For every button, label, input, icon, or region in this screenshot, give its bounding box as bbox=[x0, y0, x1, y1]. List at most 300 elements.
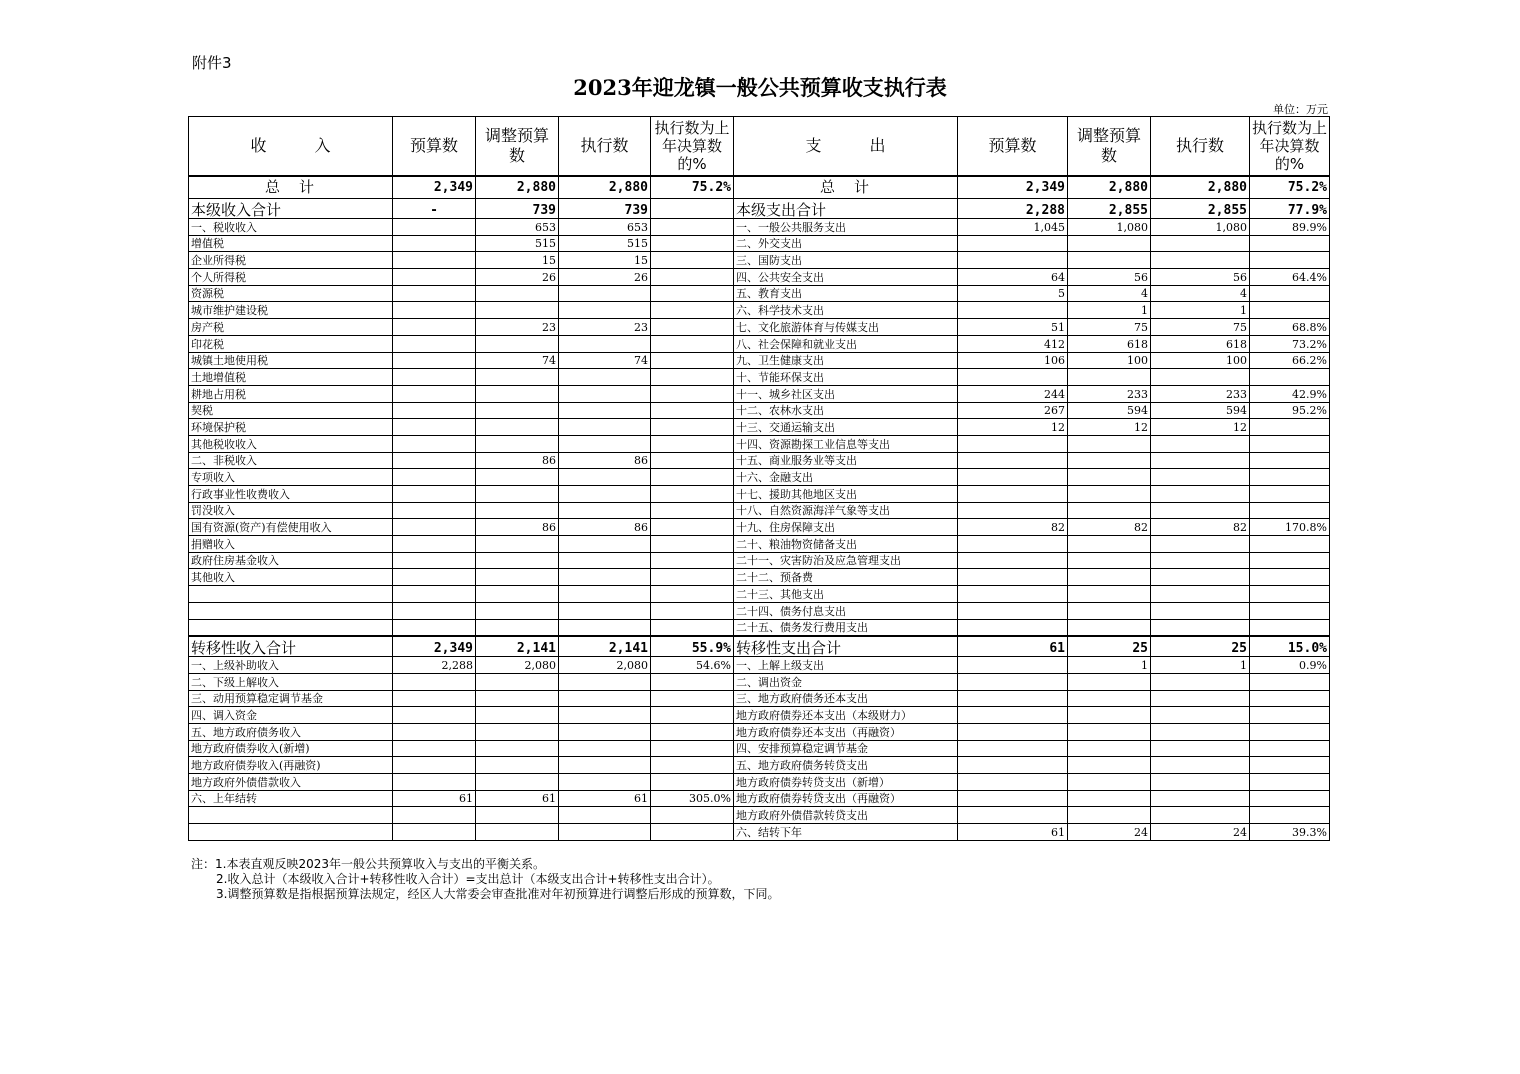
cell: 75 bbox=[1151, 319, 1250, 336]
header-budget: 预算数 bbox=[393, 117, 476, 177]
cell: 2,080 bbox=[476, 657, 559, 674]
cell: 0.9% bbox=[1250, 657, 1330, 674]
cell bbox=[651, 602, 734, 619]
cell bbox=[1068, 435, 1151, 452]
expense-item-label: 六、结转下年 bbox=[734, 824, 958, 841]
cell: 100 bbox=[1151, 352, 1250, 369]
cell: 64.4% bbox=[1250, 269, 1330, 286]
table-row bbox=[189, 619, 1330, 636]
expense-item-label: 十六、金融支出 bbox=[734, 469, 958, 486]
cell bbox=[958, 486, 1068, 503]
income-item-label: 专项收入 bbox=[189, 469, 393, 486]
cell bbox=[651, 419, 734, 436]
cell bbox=[1250, 369, 1330, 386]
cell: 4 bbox=[1151, 285, 1250, 302]
table-row bbox=[189, 757, 1330, 774]
expense-item-label: 地方政府债券还本支出（再融资） bbox=[734, 723, 958, 740]
cell bbox=[559, 740, 651, 757]
cell bbox=[476, 285, 559, 302]
cell bbox=[651, 469, 734, 486]
cell bbox=[476, 807, 559, 824]
cell bbox=[393, 619, 476, 636]
cell: 2,080 bbox=[559, 657, 651, 674]
cell bbox=[958, 369, 1068, 386]
cell bbox=[651, 452, 734, 469]
expense-item-label: 二、调出资金 bbox=[734, 673, 958, 690]
income-item-label: 城市维护建设税 bbox=[189, 302, 393, 319]
income-item-label: 企业所得税 bbox=[189, 252, 393, 269]
cell bbox=[476, 707, 559, 724]
table-row bbox=[189, 723, 1330, 740]
cell bbox=[651, 302, 734, 319]
cell: 75.2% bbox=[1250, 176, 1330, 199]
cell: 2,141 bbox=[559, 636, 651, 657]
cell bbox=[476, 402, 559, 419]
expense-item-label: 地方政府外债借款转贷支出 bbox=[734, 807, 958, 824]
cell bbox=[651, 774, 734, 791]
cell bbox=[651, 269, 734, 286]
local-sum-row bbox=[189, 199, 1330, 219]
cell: - bbox=[393, 199, 476, 219]
cell bbox=[476, 602, 559, 619]
cell bbox=[476, 774, 559, 791]
cell bbox=[1250, 302, 1330, 319]
cell: 61 bbox=[958, 636, 1068, 657]
cell bbox=[393, 757, 476, 774]
cell: 2,349 bbox=[958, 176, 1068, 199]
expense-item-label: 二、外交支出 bbox=[734, 235, 958, 252]
cell bbox=[559, 502, 651, 519]
cell: 54.6% bbox=[651, 657, 734, 674]
cell bbox=[1250, 486, 1330, 503]
cell bbox=[958, 469, 1068, 486]
cell bbox=[393, 219, 476, 236]
header-pct: 执行数为上年决算数的% bbox=[1250, 117, 1330, 177]
table-row bbox=[189, 519, 1330, 536]
cell: 55.9% bbox=[651, 636, 734, 657]
income-item-label bbox=[189, 807, 393, 824]
cell bbox=[393, 319, 476, 336]
table-row bbox=[189, 586, 1330, 603]
cell bbox=[559, 569, 651, 586]
expense-item-label: 六、科学技术支出 bbox=[734, 302, 958, 319]
cell: 61 bbox=[476, 790, 559, 807]
cell bbox=[651, 335, 734, 352]
cell bbox=[559, 435, 651, 452]
table-row bbox=[189, 690, 1330, 707]
cell bbox=[651, 519, 734, 536]
expense-item-label: 七、文化旅游体育与传媒支出 bbox=[734, 319, 958, 336]
cell bbox=[476, 619, 559, 636]
expense-item-label: 十三、交通运输支出 bbox=[734, 419, 958, 436]
cell bbox=[1151, 807, 1250, 824]
cell bbox=[651, 757, 734, 774]
cell bbox=[393, 519, 476, 536]
cell bbox=[1151, 723, 1250, 740]
cell bbox=[958, 235, 1068, 252]
cell: 100 bbox=[1068, 352, 1151, 369]
footnote: 注：1.本表直观反映2023年一般公共预算收入与支出的平衡关系。 bbox=[191, 857, 545, 871]
expense-item-label: 四、公共安全支出 bbox=[734, 269, 958, 286]
cell bbox=[559, 707, 651, 724]
cell: 86 bbox=[559, 519, 651, 536]
cell: 77.9% bbox=[1250, 199, 1330, 219]
transfer-expense-sum-label: 转移性支出合计 bbox=[734, 636, 958, 657]
cell: 66.2% bbox=[1250, 352, 1330, 369]
cell bbox=[393, 252, 476, 269]
expense-item-label: 八、社会保障和就业支出 bbox=[734, 335, 958, 352]
cell bbox=[1068, 369, 1151, 386]
cell: 2,288 bbox=[393, 657, 476, 674]
cell bbox=[393, 774, 476, 791]
expense-item-label: 三、地方政府债务还本支出 bbox=[734, 690, 958, 707]
cell bbox=[393, 673, 476, 690]
cell bbox=[1068, 807, 1151, 824]
cell bbox=[1068, 452, 1151, 469]
cell bbox=[476, 335, 559, 352]
income-item-label: 个人所得税 bbox=[189, 269, 393, 286]
income-item-label bbox=[189, 824, 393, 841]
cell bbox=[393, 469, 476, 486]
cell bbox=[559, 486, 651, 503]
cell bbox=[651, 690, 734, 707]
cell bbox=[1250, 723, 1330, 740]
income-item-label: 其他税收收入 bbox=[189, 435, 393, 452]
cell bbox=[1151, 252, 1250, 269]
cell: 1,080 bbox=[1068, 219, 1151, 236]
table-row bbox=[189, 774, 1330, 791]
cell bbox=[559, 335, 651, 352]
cell bbox=[1250, 419, 1330, 436]
cell bbox=[958, 723, 1068, 740]
income-item-label: 其他收入 bbox=[189, 569, 393, 586]
cell: 26 bbox=[476, 269, 559, 286]
cell bbox=[1151, 757, 1250, 774]
table-row bbox=[189, 790, 1330, 807]
cell: 618 bbox=[1151, 335, 1250, 352]
cell bbox=[476, 385, 559, 402]
table-row bbox=[189, 235, 1330, 252]
cell bbox=[1068, 723, 1151, 740]
cell bbox=[958, 707, 1068, 724]
table-row bbox=[189, 435, 1330, 452]
header-executed: 执行数 bbox=[559, 117, 651, 177]
income-item-label: 地方政府债券收入(新增) bbox=[189, 740, 393, 757]
cell bbox=[651, 740, 734, 757]
income-item-label: 罚没收入 bbox=[189, 502, 393, 519]
cell bbox=[651, 723, 734, 740]
cell bbox=[1068, 790, 1151, 807]
table-row bbox=[189, 419, 1330, 436]
expense-item-label: 五、教育支出 bbox=[734, 285, 958, 302]
cell bbox=[958, 790, 1068, 807]
cell bbox=[559, 402, 651, 419]
cell: 170.8% bbox=[1250, 519, 1330, 536]
cell bbox=[476, 502, 559, 519]
cell bbox=[393, 586, 476, 603]
cell bbox=[1250, 790, 1330, 807]
expense-item-label: 地方政府债券转贷支出（新增） bbox=[734, 774, 958, 791]
table-row bbox=[189, 219, 1330, 236]
table-row bbox=[189, 369, 1330, 386]
cell bbox=[393, 824, 476, 841]
income-item-label: 行政事业性收费收入 bbox=[189, 486, 393, 503]
cell bbox=[1250, 740, 1330, 757]
cell bbox=[559, 673, 651, 690]
expense-item-label: 五、地方政府债务转贷支出 bbox=[734, 757, 958, 774]
cell bbox=[393, 552, 476, 569]
cell bbox=[958, 435, 1068, 452]
cell: 82 bbox=[1068, 519, 1151, 536]
cell bbox=[1068, 536, 1151, 553]
cell: 515 bbox=[476, 235, 559, 252]
expense-item-label: 二十二、预备费 bbox=[734, 569, 958, 586]
cell: 42.9% bbox=[1250, 385, 1330, 402]
table-row bbox=[189, 452, 1330, 469]
cell bbox=[1068, 619, 1151, 636]
cell: 2,141 bbox=[476, 636, 559, 657]
cell bbox=[393, 269, 476, 286]
cell bbox=[1151, 569, 1250, 586]
cell bbox=[476, 586, 559, 603]
table-row bbox=[189, 385, 1330, 402]
cell bbox=[651, 586, 734, 603]
cell: 82 bbox=[1151, 519, 1250, 536]
cell: 1,080 bbox=[1151, 219, 1250, 236]
cell bbox=[476, 419, 559, 436]
expense-item-label: 二十、粮油物资储备支出 bbox=[734, 536, 958, 553]
cell bbox=[1068, 673, 1151, 690]
cell bbox=[393, 302, 476, 319]
cell bbox=[1151, 536, 1250, 553]
cell bbox=[1151, 435, 1250, 452]
cell bbox=[1151, 673, 1250, 690]
cell bbox=[651, 502, 734, 519]
header-income: 收 入 bbox=[189, 117, 393, 177]
table-row bbox=[189, 269, 1330, 286]
cell bbox=[958, 302, 1068, 319]
cell bbox=[559, 602, 651, 619]
header-executed: 执行数 bbox=[1151, 117, 1250, 177]
page-title: 2023年迎龙镇一般公共预算收支执行表 bbox=[573, 75, 947, 100]
cell: 73.2% bbox=[1250, 335, 1330, 352]
cell: 653 bbox=[559, 219, 651, 236]
cell bbox=[476, 824, 559, 841]
income-item-label bbox=[189, 586, 393, 603]
cell bbox=[559, 690, 651, 707]
cell bbox=[1068, 757, 1151, 774]
income-item-label: 环境保护税 bbox=[189, 419, 393, 436]
expense-item-label: 十八、自然资源海洋气象等支出 bbox=[734, 502, 958, 519]
cell: 68.8% bbox=[1250, 319, 1330, 336]
income-item-label: 五、地方政府债务收入 bbox=[189, 723, 393, 740]
cell bbox=[393, 352, 476, 369]
cell bbox=[393, 285, 476, 302]
cell bbox=[1250, 285, 1330, 302]
cell bbox=[1068, 707, 1151, 724]
cell: 1 bbox=[1151, 302, 1250, 319]
expense-item-label: 三、国防支出 bbox=[734, 252, 958, 269]
cell: 2,349 bbox=[393, 636, 476, 657]
cell bbox=[958, 252, 1068, 269]
table-row bbox=[189, 502, 1330, 519]
cell bbox=[651, 824, 734, 841]
cell bbox=[1068, 469, 1151, 486]
cell: 75.2% bbox=[651, 176, 734, 199]
cell bbox=[651, 352, 734, 369]
expense-item-label: 十、节能环保支出 bbox=[734, 369, 958, 386]
cell: 1,045 bbox=[958, 219, 1068, 236]
income-item-label: 资源税 bbox=[189, 285, 393, 302]
expense-item-label: 二十四、债务付息支出 bbox=[734, 602, 958, 619]
cell bbox=[651, 369, 734, 386]
cell bbox=[958, 757, 1068, 774]
cell: 4 bbox=[1068, 285, 1151, 302]
cell bbox=[476, 302, 559, 319]
cell: 267 bbox=[958, 402, 1068, 419]
cell bbox=[1151, 586, 1250, 603]
cell: 61 bbox=[393, 790, 476, 807]
cell bbox=[476, 469, 559, 486]
cell: 15.0% bbox=[1250, 636, 1330, 657]
cell bbox=[1068, 740, 1151, 757]
cell: 15 bbox=[476, 252, 559, 269]
cell bbox=[393, 435, 476, 452]
cell: 56 bbox=[1151, 269, 1250, 286]
footnote: 3.调整预算数是指根据预算法规定，经区人大常委会审查批准对年初预算进行调整后形成的预算数，下同。 bbox=[216, 887, 780, 901]
cell: 39.3% bbox=[1250, 824, 1330, 841]
cell bbox=[651, 536, 734, 553]
cell bbox=[958, 536, 1068, 553]
cell: 74 bbox=[559, 352, 651, 369]
table-row bbox=[189, 569, 1330, 586]
cell bbox=[393, 419, 476, 436]
cell: 12 bbox=[1151, 419, 1250, 436]
cell: 618 bbox=[1068, 335, 1151, 352]
cell: 12 bbox=[1068, 419, 1151, 436]
table-row bbox=[189, 657, 1330, 674]
table-row bbox=[189, 807, 1330, 824]
cell bbox=[1151, 552, 1250, 569]
cell bbox=[651, 435, 734, 452]
table-row bbox=[189, 824, 1330, 841]
cell bbox=[393, 385, 476, 402]
cell bbox=[1068, 235, 1151, 252]
expense-item-label: 一、上解上级支出 bbox=[734, 657, 958, 674]
cell bbox=[1151, 452, 1250, 469]
attachment-label: 附件3 bbox=[192, 54, 232, 72]
cell bbox=[1250, 757, 1330, 774]
cell bbox=[651, 219, 734, 236]
cell bbox=[559, 302, 651, 319]
unit-label: 单位：万元 bbox=[1273, 103, 1328, 116]
cell bbox=[476, 757, 559, 774]
cell bbox=[1250, 673, 1330, 690]
cell: 12 bbox=[958, 419, 1068, 436]
header-adjusted: 调整预算数 bbox=[1068, 117, 1151, 177]
cell bbox=[651, 252, 734, 269]
cell bbox=[476, 486, 559, 503]
cell bbox=[1151, 602, 1250, 619]
cell bbox=[393, 807, 476, 824]
cell bbox=[1250, 452, 1330, 469]
cell bbox=[958, 673, 1068, 690]
cell bbox=[393, 723, 476, 740]
cell bbox=[476, 552, 559, 569]
cell bbox=[476, 723, 559, 740]
cell bbox=[958, 690, 1068, 707]
income-item-label: 捐赠收入 bbox=[189, 536, 393, 553]
cell: 74 bbox=[476, 352, 559, 369]
budget-table bbox=[188, 116, 1330, 841]
table-row bbox=[189, 302, 1330, 319]
cell bbox=[476, 673, 559, 690]
income-item-label bbox=[189, 602, 393, 619]
cell bbox=[958, 774, 1068, 791]
cell: 89.9% bbox=[1250, 219, 1330, 236]
local-income-sum-label: 本级收入合计 bbox=[189, 199, 393, 219]
cell bbox=[559, 619, 651, 636]
income-item-label: 一、上级补助收入 bbox=[189, 657, 393, 674]
cell bbox=[958, 602, 1068, 619]
table-row bbox=[189, 673, 1330, 690]
table-row bbox=[189, 285, 1330, 302]
cell bbox=[1250, 552, 1330, 569]
cell bbox=[559, 807, 651, 824]
cell bbox=[1151, 235, 1250, 252]
cell: 24 bbox=[1151, 824, 1250, 841]
cell: 86 bbox=[476, 452, 559, 469]
cell bbox=[393, 569, 476, 586]
cell: 82 bbox=[958, 519, 1068, 536]
cell: 95.2% bbox=[1250, 402, 1330, 419]
cell: 56 bbox=[1068, 269, 1151, 286]
cell: 26 bbox=[559, 269, 651, 286]
cell: 594 bbox=[1068, 402, 1151, 419]
table-row bbox=[189, 335, 1330, 352]
expense-item-label: 一、一般公共服务支出 bbox=[734, 219, 958, 236]
income-item-label: 印花税 bbox=[189, 335, 393, 352]
expense-total-label: 总 计 bbox=[734, 176, 958, 199]
header-adjusted: 调整预算数 bbox=[476, 117, 559, 177]
income-item-label: 政府住房基金收入 bbox=[189, 552, 393, 569]
cell bbox=[393, 402, 476, 419]
cell: 23 bbox=[559, 319, 651, 336]
transfer-sum-row bbox=[189, 636, 1330, 657]
cell: 2,880 bbox=[476, 176, 559, 199]
cell bbox=[1250, 536, 1330, 553]
cell bbox=[559, 419, 651, 436]
cell bbox=[1151, 469, 1250, 486]
cell bbox=[1250, 235, 1330, 252]
cell bbox=[651, 707, 734, 724]
cell: 86 bbox=[559, 452, 651, 469]
cell bbox=[559, 469, 651, 486]
cell bbox=[1250, 586, 1330, 603]
table-row bbox=[189, 486, 1330, 503]
header-row bbox=[189, 117, 1330, 177]
cell: 2,288 bbox=[958, 199, 1068, 219]
expense-item-label: 十二、农林水支出 bbox=[734, 402, 958, 419]
cell: 23 bbox=[476, 319, 559, 336]
cell: 1 bbox=[1068, 302, 1151, 319]
cell bbox=[559, 536, 651, 553]
cell bbox=[559, 552, 651, 569]
cell bbox=[1068, 502, 1151, 519]
cell bbox=[651, 285, 734, 302]
cell bbox=[958, 502, 1068, 519]
table-row bbox=[189, 252, 1330, 269]
